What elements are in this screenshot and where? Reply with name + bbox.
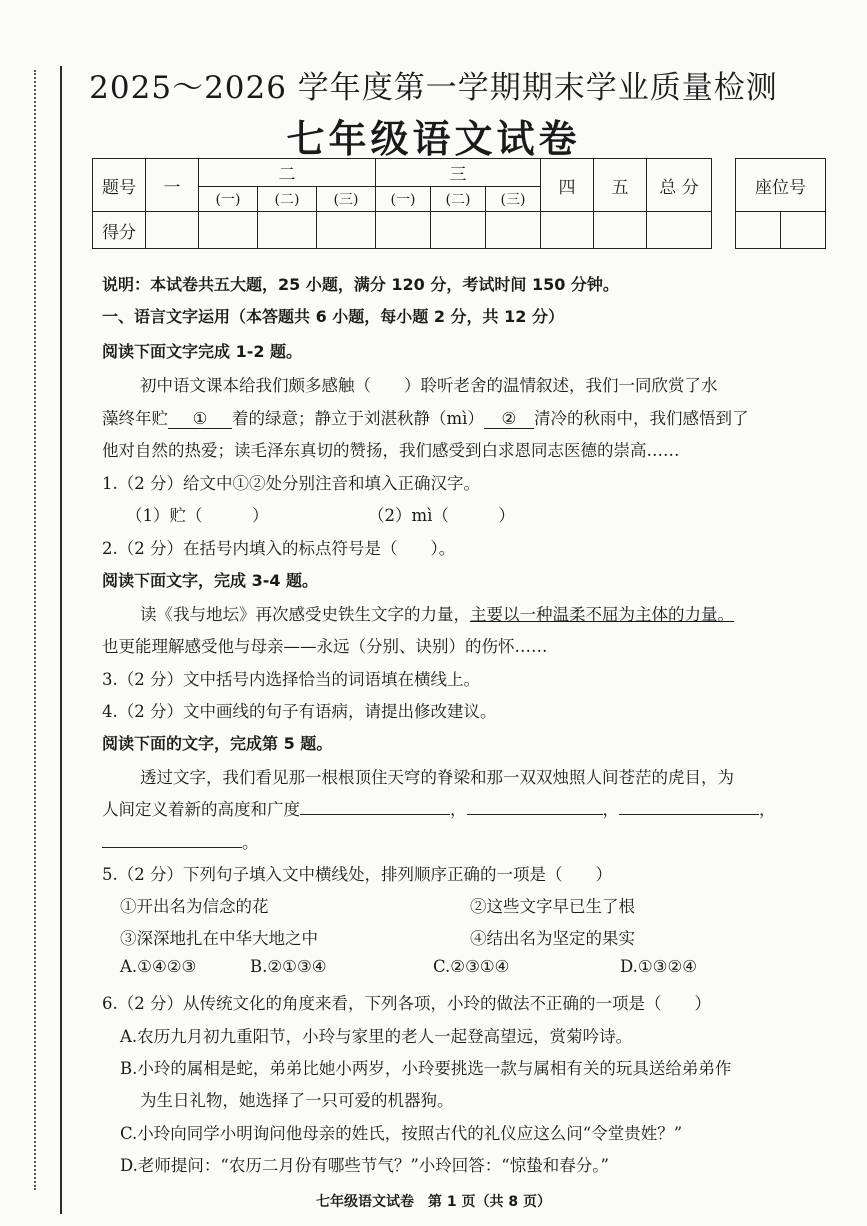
exam-subtitle: 七年级语文试卷 bbox=[286, 116, 581, 161]
binding-dashed-line bbox=[34, 70, 36, 1190]
seat-label: 座位号 bbox=[736, 159, 826, 212]
col-header-1: 一 bbox=[146, 159, 199, 212]
sub-header: (一) bbox=[376, 187, 431, 212]
reading-prompt: 阅读下面文字，完成 3-4 题。 bbox=[102, 571, 319, 590]
choice-b-continued: 为生日礼物，她选择了一只可爱的机器狗。 bbox=[140, 1091, 454, 1110]
col-header-3: 三 bbox=[376, 159, 541, 187]
choice-a: A.①④②③ bbox=[120, 957, 197, 976]
sub-header: (二) bbox=[258, 187, 317, 212]
score-cell bbox=[647, 212, 712, 249]
col-header-2: 二 bbox=[199, 159, 376, 187]
answer-blank[interactable] bbox=[619, 814, 759, 815]
passage-2-line: 读《我与地坛》再次感受史铁生文字的力量，主要以一种温柔不屈为主体的力量。 bbox=[140, 605, 734, 624]
passage-3-line: 人间定义着新的高度和广度 ， ， ， bbox=[102, 800, 776, 819]
question-1-part-a: （1）贮（ ） bbox=[126, 506, 269, 525]
choice-d: D.①③②④ bbox=[620, 957, 698, 976]
choice-a: A.农历九月初九重阳节，小玲与家里的老人一起登高望远，赏菊吟诗。 bbox=[120, 1027, 633, 1046]
sentence-option: ①开出名为信念的花 bbox=[120, 897, 269, 916]
score-cell bbox=[317, 212, 376, 249]
underlined-sentence: 主要以一种温柔不屈为主体的力量。 bbox=[470, 605, 734, 624]
blank-1: ① bbox=[168, 409, 232, 429]
col-header-5: 五 bbox=[594, 159, 647, 212]
sentence-option: ②这些文字早已生了根 bbox=[470, 897, 635, 916]
page-footer: 七年级语文试卷 第 1 页（共 8 页） bbox=[316, 1194, 551, 1210]
question-3: 3.（2 分）文中括号内选择恰当的词语填在横线上。 bbox=[102, 670, 480, 689]
passage-1-line: 初中语文课本给我们颇多感触（ ）聆听老舍的温情叙述，我们一同欣赏了水 bbox=[140, 376, 718, 395]
sub-header: (一) bbox=[199, 187, 258, 212]
choice-b: B.②①③④ bbox=[250, 957, 327, 976]
choice-d: D.老师提问：“农历二月份有哪些节气？”小玲回答：“惊蛰和春分。” bbox=[120, 1156, 609, 1175]
passage-1-line: 藻终年贮 ① 着的绿意；静立于刘湛秋静（mì） ② 清冷的秋雨中，我们感悟到了 bbox=[102, 409, 749, 428]
score-cell bbox=[258, 212, 317, 249]
col-header-total: 总 分 bbox=[647, 159, 712, 212]
col-header-4: 四 bbox=[541, 159, 594, 212]
seat-cell bbox=[781, 212, 826, 249]
score-cell bbox=[199, 212, 258, 249]
answer-blank[interactable] bbox=[467, 814, 603, 815]
question-6: 6.（2 分）从传统文化的角度来看，下列各项，小玲的做法不正确的一项是（ ） bbox=[102, 994, 711, 1013]
binding-margin-line bbox=[60, 66, 62, 1214]
sentence-option: ④结出名为坚定的果实 bbox=[470, 929, 635, 948]
exam-title: 2025～2026 学年度第一学期期末学业质量检测 bbox=[89, 70, 778, 106]
passage-1-line: 他对自然的热爱；读毛泽东真切的赞扬，我们感受到白求恩同志医德的崇高…… bbox=[102, 441, 680, 460]
instructions: 说明：本试卷共五大题，25 小题，满分 120 分，考试时间 150 分钟。 bbox=[102, 275, 619, 294]
passage-3-line: 。 bbox=[102, 829, 259, 853]
sub-header: (二) bbox=[431, 187, 486, 212]
question-4: 4.（2 分）文中画线的句子有语病，请提出修改建议。 bbox=[102, 702, 497, 721]
choice-c: C.小玲向同学小明询问他母亲的姓氏，按照古代的礼仪应这么问“令堂贵姓？” bbox=[120, 1124, 683, 1143]
seat-cell bbox=[736, 212, 781, 249]
sub-header: (三) bbox=[317, 187, 376, 212]
question-1-part-b: （2）mì（ ） bbox=[368, 506, 515, 525]
choice-c: C.②③①④ bbox=[433, 957, 510, 976]
question-1: 1.（2 分）给文中①②处分别注音和填入正确汉字。 bbox=[102, 474, 480, 493]
sentence-option: ③深深地扎在中华大地之中 bbox=[120, 929, 318, 948]
section-heading: 一、语言文字运用（本答题共 6 小题，每小题 2 分，共 12 分） bbox=[102, 307, 564, 326]
score-table bbox=[92, 158, 712, 249]
question-2: 2.（2 分）在括号内填入的标点符号是（ ）。 bbox=[102, 539, 456, 558]
answer-blank[interactable] bbox=[300, 814, 450, 815]
question-5: 5.（2 分）下列句子填入文中横线处，排列顺序正确的一项是（ ） bbox=[102, 865, 612, 884]
seat-number-table bbox=[735, 158, 826, 249]
passage-2-line: 也更能理解感受他与母亲——永远（分别、诀别）的伤怀…… bbox=[102, 637, 548, 656]
reading-prompt: 阅读下面的文字，完成第 5 题。 bbox=[102, 734, 333, 753]
score-cell bbox=[431, 212, 486, 249]
score-cell bbox=[594, 212, 647, 249]
row-label-question: 题号 bbox=[93, 159, 146, 212]
row-label-score: 得分 bbox=[93, 212, 146, 249]
reading-prompt: 阅读下面文字完成 1-2 题。 bbox=[102, 342, 303, 361]
score-cell bbox=[486, 212, 541, 249]
answer-blank[interactable] bbox=[102, 847, 242, 848]
choice-b: B.小玲的属相是蛇，弟弟比她小两岁，小玲要挑选一款与属相有关的玩具送给弟弟作 bbox=[120, 1059, 732, 1078]
score-cell bbox=[146, 212, 199, 249]
passage-3-line: 透过文字，我们看见那一根根顶住天穹的脊梁和那一双双烛照人间苍茫的虎目，为 bbox=[140, 768, 734, 787]
score-cell bbox=[541, 212, 594, 249]
sub-header: (三) bbox=[486, 187, 541, 212]
blank-2: ② bbox=[484, 409, 534, 429]
score-cell bbox=[376, 212, 431, 249]
